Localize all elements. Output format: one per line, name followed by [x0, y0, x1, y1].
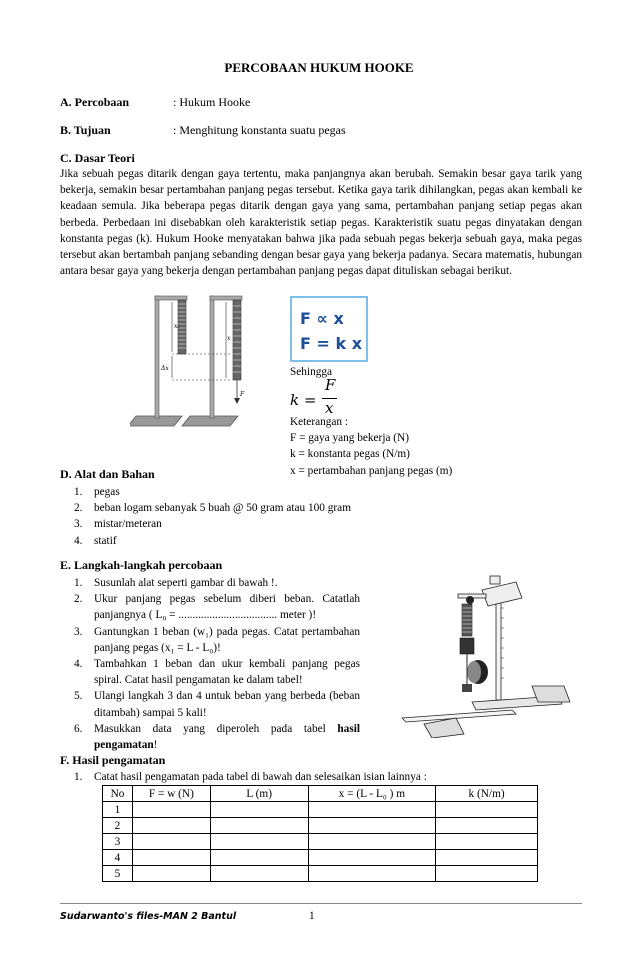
keterangan-title: Keterangan : — [290, 416, 349, 428]
apparatus-figure — [392, 568, 588, 738]
section-a-value: : Hukum Hooke — [173, 95, 251, 109]
footer-credit: Sudarwanto's files-MAN 2 Bantul — [60, 911, 237, 922]
k-formula-denominator: x — [325, 399, 334, 417]
materials-list — [74, 484, 474, 549]
list-item: 1. pegas — [74, 486, 120, 498]
formula-proportional: F ∝ x — [300, 309, 344, 328]
column-header: F = w (N) — [132, 786, 210, 802]
k-formula-lhs: k = — [290, 391, 317, 409]
table-row: 5 — [103, 866, 538, 882]
list-item: 1. Susunlah alat seperti gambar di bawah !. — [74, 577, 278, 589]
section-b-label: B. Tujuan — [60, 123, 111, 137]
label-F: F — [240, 391, 245, 398]
label-x: x — [227, 335, 231, 342]
keterangan-item: x = pertambahan panjang pegas (m) — [290, 464, 453, 477]
list-item: 1. Catat hasil pengamatan pada tabel di bawah dan selesaikan isian lainnya : — [74, 771, 427, 783]
page-number: 1 — [309, 910, 315, 922]
formula-box — [290, 296, 368, 362]
column-header: No — [103, 786, 133, 802]
table-row: 4 — [103, 850, 538, 866]
k-formula — [290, 378, 370, 418]
label-dx: Δx — [161, 365, 169, 372]
section-a-label: A. Percobaan — [60, 95, 130, 109]
list-item: 6. Masukkan data yang diperoleh pada tabel hasil pengamatan! — [74, 722, 360, 752]
table-row: 3 — [103, 834, 538, 850]
section-f-label: F. Hasil pengamatan — [60, 753, 166, 767]
section-c-label: C. Dasar Teori — [60, 151, 135, 165]
section-b-value: : Menghitung konstanta suatu pegas — [173, 123, 346, 137]
list-item: 3. mistar/meteran — [74, 518, 162, 531]
k-formula-numerator: F — [325, 376, 336, 394]
column-header: L (m) — [210, 786, 308, 802]
section-d-label: D. Alat dan Bahan — [60, 467, 155, 481]
observation-table — [102, 785, 538, 882]
table-row: 2 — [103, 818, 538, 834]
formula-hooke: F = k x — [300, 334, 363, 353]
sehingga-text: Sehingga — [290, 366, 333, 378]
list-item: 2. Ukur panjang pegas sebelum diberi beban. Catatlah panjangnya ( L₀ = ................................... meter )! — [74, 593, 360, 622]
list-item: 4. Tambahkan 1 beban dan ukur kembali panjang pegas spiral. Catat hasil pengamatan ke dalam tabel! — [74, 658, 360, 687]
page-title: PERCOBAAN HUKUM HOOKE — [224, 60, 414, 75]
keterangan-item: F = gaya yang bekerja (N) — [290, 432, 409, 445]
keterangan-item: k = konstanta pegas (N/m) — [290, 448, 410, 461]
section-e-label: E. Langkah-langkah percobaan — [60, 558, 223, 572]
keterangan-block — [290, 414, 452, 479]
table-row: 1 — [103, 802, 538, 818]
spring-stand-figure — [130, 288, 258, 432]
label-x0: x₀ — [174, 323, 180, 330]
steps-list — [74, 575, 360, 753]
table-header-row — [103, 786, 538, 802]
list-item: 3. Gantungkan 1 beban (w₁) pada pegas. Catat pertambahan panjang pegas (x₁ = L - L₀)! — [74, 625, 360, 654]
section-c-text: Jika sebuah pegas ditarik dengan gaya tertentu, maka panjangnya akan berubah. Semakin besar gaya tarik yang bekerja, semakin besar pertambahan panjang pegas tersebut. Ketika gaya tarik dihilangkan, pegas akan kembali ke keadaan semula. Jika beberapa pegas ditarik dengan gaya yang sama, pertambahan panjang setiap pegas akan berbeda. Perbedaan ini disebabkan oleh karakteristik setiap pegas. Karakteristik suatu pegas dinyatakan dengan konstanta pegas (k). Hukum Hooke menyatakan bahwa jika pada sebuah pegas bekerja sebuah gaya, maka pegas tersebut akan bertambah panjang sebanding dengan besar gaya yang bekerja padanya. Secara matematis, hubungan antara besar gaya yang bekerja dengan pertambahan panjang pegas dapat dituliskan sebagai berikut. — [60, 168, 582, 278]
list-item: 5. Ulangi langkah 3 dan 4 untuk beban yang berbeda (beban ditambah) sampai 5 kali! — [74, 690, 360, 719]
list-item: 2. beban logam sebanyak 5 buah @ 50 gram atau 100 gram — [74, 502, 351, 515]
list-item: 4. statif — [74, 534, 117, 547]
column-header: x = (L - L₀ ) m — [308, 786, 436, 802]
column-header: k (N/m) — [436, 786, 538, 802]
footer-divider — [60, 903, 582, 904]
